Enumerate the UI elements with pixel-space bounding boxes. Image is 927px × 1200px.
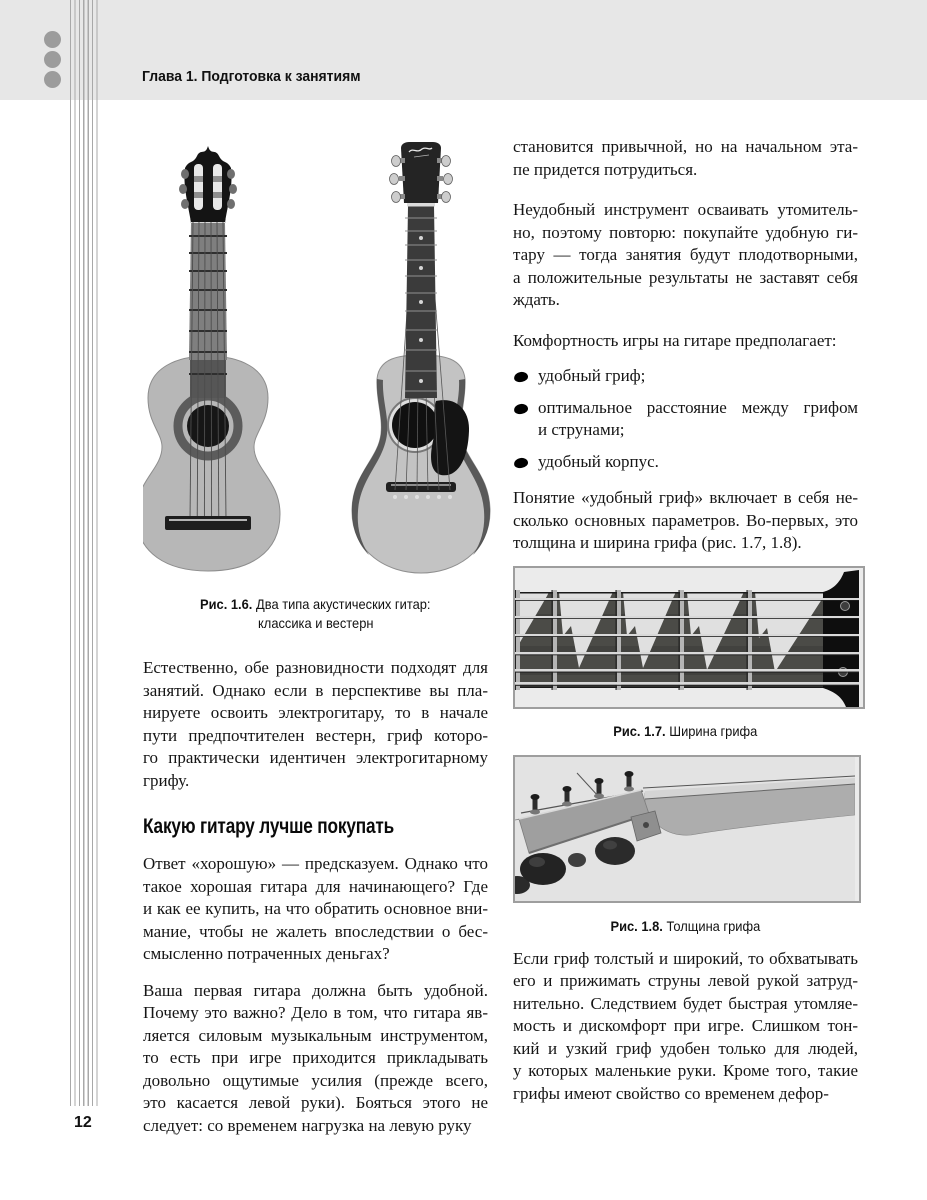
figure-caption-text-line2: классика и вестерн bbox=[257, 615, 374, 631]
dot-icon bbox=[44, 71, 61, 88]
header-band bbox=[0, 0, 927, 100]
left-column bbox=[143, 130, 488, 1137]
bullet-icon bbox=[513, 402, 529, 414]
classical-guitar-illustration bbox=[143, 146, 280, 571]
bullet-list bbox=[513, 365, 858, 473]
figure-1-6-guitars-photo bbox=[143, 130, 498, 582]
list-item bbox=[513, 397, 858, 442]
figure-caption-text: Ширина грифа bbox=[669, 722, 758, 739]
dot-icon bbox=[44, 31, 61, 48]
list-item-text: оптимальное расстояние между грифом и струнами; bbox=[538, 397, 858, 439]
figure-label: Рис. 1.6. bbox=[200, 596, 253, 612]
bullet-icon bbox=[513, 371, 529, 383]
body-paragraph: становится привычной, но на начальном эта- пе придется потрудиться. bbox=[513, 137, 858, 179]
body-paragraph: Неудобный инструмент осваивать утомитель- но, поэтому повторю: покупайте удобную ги- тару — тогда занятия будут плодотворными, а положительные результаты не заставят себя ждать. bbox=[513, 200, 858, 309]
section-heading bbox=[143, 814, 488, 840]
body-paragraph: Естественно, обе разновидности подходят для занятий. Однако если в перспективе вы пла- нируете освоить электрогитару, то в начале пути предпочтителен вестерн, гриф которо- го практически идентичен электрогитарному грифу. bbox=[143, 658, 488, 790]
figure-1-7-caption bbox=[513, 722, 858, 741]
bullet-icon bbox=[513, 456, 529, 468]
page-number: 12 bbox=[74, 1114, 92, 1131]
pinstripes-decoration bbox=[70, 0, 99, 1106]
body-paragraph: Ответ «хорошую» — предсказуем. Однако что такое хорошая гитара для начинающего? Где и как ее купить, на что обратить основное вни- мание, чтобы не жалеть впоследствии о бес- смысленно потраченных деньгах? bbox=[143, 854, 488, 963]
figure-label: Рис. 1.7. bbox=[613, 722, 666, 739]
figure-1-8-neck-side-photo bbox=[513, 755, 861, 903]
chapter-header bbox=[142, 68, 377, 85]
section-heading-label: Какую гитару лучше покупать bbox=[143, 815, 395, 838]
figure-label: Рис. 1.8. bbox=[610, 917, 663, 934]
dot-icon bbox=[44, 51, 61, 68]
body-paragraph: Если гриф толстый и широкий, то обхватывать его и прижимать струны левой рукой затруд- нительно. Следствием будет быстрая утомляе- мость и дискомфорт при игре. Слишком тон- кий и узкий гриф удобен только для людей, у которых маленькие руки. Кроме того, такие грифы имеют свойство со временем дефор- bbox=[513, 948, 858, 1103]
western-guitar-illustration bbox=[352, 142, 490, 573]
figure-1-6-caption bbox=[143, 595, 488, 633]
body-paragraph: Ваша первая гитара должна быть удобной. Почему это важно? Дело в том, что гитара яв- ляется силовым музыкальным инструментом, то есть при игре приходится прикладывать довольно ощутимые усилия (прежде всего, это касается левой руки). Бояться этого не следует: со временем нагрузка на левую руку bbox=[143, 980, 488, 1135]
decorative-dots bbox=[44, 31, 62, 91]
chapter-header-label: Глава 1. Подготовка к занятиям bbox=[142, 68, 361, 85]
figure-caption-text: Два типа акустических гитар: bbox=[256, 596, 431, 612]
figure-1-8-caption bbox=[513, 917, 858, 936]
figure-caption-text: Толщина грифа bbox=[666, 917, 761, 934]
body-paragraph: Комфортность игры на гитаре предполагает: bbox=[513, 330, 837, 350]
right-column bbox=[513, 136, 858, 1105]
list-item-text: удобный гриф; bbox=[538, 366, 646, 385]
list-item-text: удобный корпус. bbox=[538, 451, 659, 471]
figure-1-7-fretboard-photo bbox=[513, 566, 865, 709]
list-item bbox=[513, 365, 858, 388]
list-item bbox=[513, 451, 858, 474]
body-paragraph: Понятие «удобный гриф» включает в себя не- сколько основных параметров. Во-первых, это толщина и ширина грифа (рис. 1.7, 1.8). bbox=[513, 488, 858, 552]
